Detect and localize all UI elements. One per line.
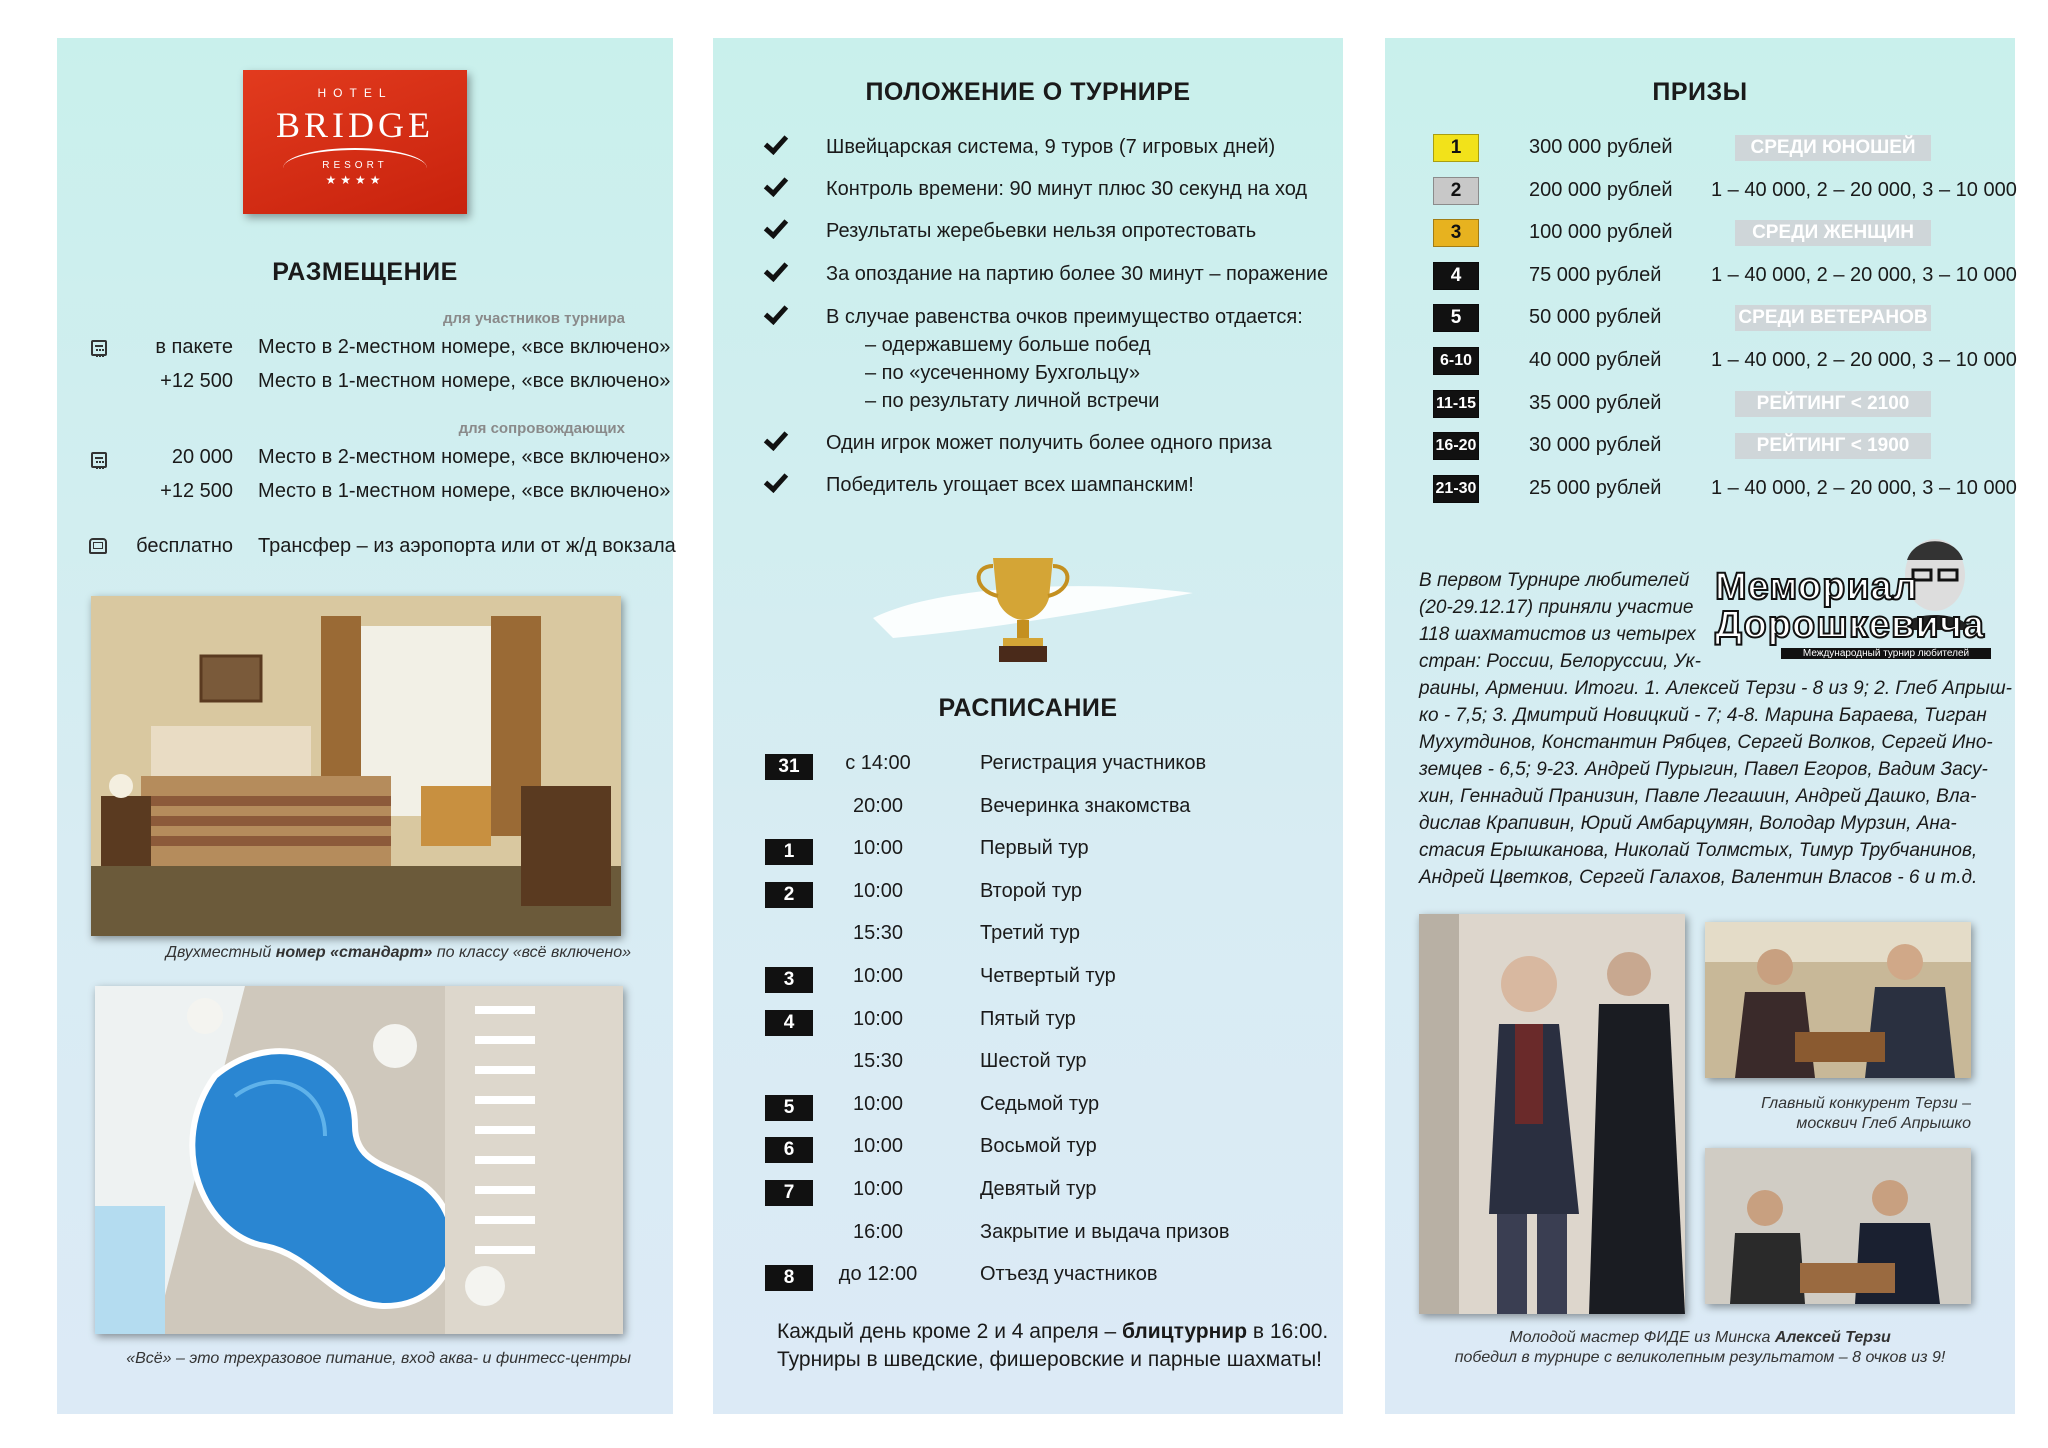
schedule-event: Первый тур	[980, 837, 1089, 859]
schedule-time: 10:00	[852, 1135, 904, 1157]
room-caption-bold: номер «стандарт»	[275, 944, 433, 961]
prize-amount: 75 000 рублей	[1529, 264, 1662, 286]
schedule-time: 10:00	[852, 965, 904, 987]
story-line: хин, Геннадий Пранизин, Павле Легашин, Андрей Дашко, Вла-	[1419, 786, 1977, 807]
bus-icon	[89, 538, 107, 554]
schedule-event: Вечеринка знакомства	[980, 795, 1191, 817]
prize-category-breakdown: 1 – 40 000, 2 – 20 000, 3 – 10 000	[1711, 477, 2017, 499]
photo-caption-right-1: Главный конкурент Терзи –	[1761, 1095, 1971, 1112]
transfer-price: бесплатно	[136, 535, 233, 557]
rule-item-5: В случае равенства очков преимущество отдается:	[826, 306, 1303, 328]
prize-amount: 25 000 рублей	[1529, 477, 1662, 499]
transfer-desc: Трансфер – из аэропорта или от ж/д вокзала	[258, 535, 676, 557]
schedule-time: 10:00	[852, 1178, 904, 1200]
room-caption-pre: Двухместный	[165, 944, 272, 961]
story-line: земцев - 6,5; 9-23. Андрей Пурыгин, Павел Егоров, Вадим Засу-	[1419, 759, 1988, 780]
schedule-event: Четвертый тур	[980, 965, 1116, 987]
tiebreak-3: – по результату личной встречи	[865, 390, 1160, 412]
schedule-day-badge: 3	[765, 967, 813, 993]
accommodation-panel	[57, 38, 676, 1414]
pool-illustration	[95, 986, 623, 1334]
prizes-title: ПРИЗЫ	[1652, 78, 1748, 106]
prize-amount: 30 000 рублей	[1529, 434, 1662, 456]
memorial-subtitle: Международный турнир любителей	[1781, 648, 1991, 659]
schedule-time: 10:00	[852, 880, 904, 902]
companions-desc-1: Место в 2-местном номере, «все включено»	[258, 446, 671, 468]
schedule-day-badge: 2	[765, 882, 813, 908]
story-line: ко - 7,5; 3. Дмитрий Новицкий - 7; 4-8. Марина Бараева, Тигран	[1419, 705, 1987, 726]
schedule-note-2: Турниры в шведские, фишеровские и парные шахматы!	[777, 1348, 1322, 1371]
rules-schedule-panel	[713, 38, 1343, 1414]
checkmark-icon	[764, 257, 788, 282]
trophy-icon	[853, 538, 1203, 668]
rule-item-4: За опоздание на партию более 30 минут – поражение	[826, 263, 1329, 285]
rule-item-3: Результаты жеребьевки нельзя опротестовать	[826, 220, 1257, 242]
room-caption	[166, 944, 631, 962]
schedule-event: Второй тур	[980, 880, 1082, 902]
prize-category-label: СРЕДИ ЮНОШЕЙ	[1735, 135, 1931, 161]
schedule-time: 16:00	[852, 1221, 904, 1243]
room-illustration	[91, 596, 621, 936]
prize-category-breakdown: 1 – 40 000, 2 – 20 000, 3 – 10 000	[1711, 264, 2017, 286]
schedule-title: РАСПИСАНИЕ	[938, 694, 1118, 722]
prize-place-badge: 2	[1433, 177, 1479, 205]
checkmark-icon	[764, 426, 788, 451]
checkmark-icon	[764, 468, 788, 493]
schedule-event: Седьмой тур	[980, 1093, 1100, 1115]
participants-price-1: в пакете	[155, 336, 233, 358]
memorial-line-2: Дорошкевича	[1715, 604, 1985, 646]
story-line: стран: России, Белоруссии, Ук-	[1419, 651, 1701, 672]
story-line: стасия Ерышканова, Николай Толмстых, Тимур Трубчанинов,	[1419, 840, 1978, 861]
schedule-time: до 12:00	[838, 1263, 918, 1285]
schedule-note-1-pre: Каждый день кроме 2 и 4 апреля –	[777, 1320, 1117, 1343]
rule-item-6: Один игрок может получить более одного приза	[826, 432, 1272, 454]
participants-subheading: для участников турнира	[442, 310, 625, 327]
photo-caption-right-2: москвич Глеб Апрышко	[1796, 1115, 1971, 1132]
participants-price-2: +12 500	[160, 370, 233, 392]
photo-caption-bottom-2: победил в турнире с великолепным результатом – 8 очков из 9!	[1454, 1349, 1946, 1366]
schedule-day-badge: 31	[765, 754, 813, 780]
prize-place-badge: 1	[1433, 134, 1479, 162]
terzi-illustration	[1419, 914, 1685, 1314]
schedule-event: Третий тур	[980, 922, 1081, 944]
photo-caption-bottom	[1385, 1328, 2015, 1368]
schedule-day-badge: 7	[765, 1180, 813, 1206]
prize-category-label: СРЕДИ ВЕТЕРАНОВ	[1735, 305, 1931, 331]
calendar-icon	[91, 452, 107, 468]
checkmark-icon	[764, 300, 788, 325]
schedule-note-1-post: в 16:00.	[1252, 1320, 1329, 1343]
prize-amount: 100 000 рублей	[1529, 221, 1673, 243]
calendar-icon	[91, 340, 107, 356]
checkmark-icon	[764, 172, 788, 197]
prize-category-breakdown: 1 – 40 000, 2 – 20 000, 3 – 10 000	[1711, 349, 2017, 371]
schedule-event: Восьмой тур	[980, 1135, 1097, 1157]
schedule-time: с 14:00	[845, 752, 911, 774]
logo-hotel-text: HOTEL	[317, 86, 393, 100]
logo-bridge-text: BRIDGE	[276, 105, 434, 145]
companions-desc-2: Место в 1-местном номере, «все включено»	[258, 480, 671, 502]
schedule-time: 10:00	[852, 1008, 904, 1030]
prize-place-badge: 4	[1433, 262, 1479, 290]
prize-category-label: РЕЙТИНГ < 1900	[1735, 433, 1931, 459]
schedule-day-badge: 5	[765, 1095, 813, 1121]
tiebreak-1: – одержавшему больше побед	[865, 334, 1151, 356]
photo-caption-bottom-1	[1385, 1328, 2015, 1348]
chess-illustration-2	[1705, 1148, 1971, 1304]
prize-place-badge: 5	[1433, 304, 1479, 332]
schedule-day-badge: 8	[765, 1265, 813, 1291]
rule-item-2: Контроль времени: 90 минут плюс 30 секунд на ход	[826, 178, 1308, 200]
schedule-event: Отъезд участников	[980, 1263, 1158, 1285]
schedule-time: 15:30	[852, 1050, 904, 1072]
prize-place-badge: 6-10	[1433, 347, 1479, 375]
story-line: Мухутдинов, Константин Рябцев, Сергей Волков, Сергей Ино-	[1419, 732, 1993, 753]
story-line: раины, Армении. Итоги. 1. Алексей Терзи - 8 из 9; 2. Глеб Апрыш-	[1419, 678, 2012, 699]
pool-caption: «Всё» – это трехразовое питание, вход аква- и финтесс-центры	[126, 1350, 631, 1367]
hotel-room-photo	[91, 596, 621, 936]
schedule-day-badge: 4	[765, 1010, 813, 1036]
prize-category-label: СРЕДИ ЖЕНЩИН	[1735, 220, 1931, 246]
terzi-photo	[1419, 914, 1685, 1314]
checkmark-icon	[764, 214, 788, 239]
companions-price-1: 20 000	[171, 446, 233, 468]
prize-amount: 35 000 рублей	[1529, 392, 1662, 414]
story-line: 118 шахматистов из четырех	[1419, 624, 1696, 645]
logo-arc	[283, 148, 427, 168]
schedule-event: Закрытие и выдача призов	[980, 1221, 1230, 1243]
schedule-day-badge: 1	[765, 839, 813, 865]
schedule-time: 10:00	[852, 837, 904, 859]
chess-game-photo-2	[1705, 1148, 1971, 1304]
prize-category-label: РЕЙТИНГ < 2100	[1735, 391, 1931, 417]
prize-amount: 40 000 рублей	[1529, 349, 1662, 371]
schedule-event: Пятый тур	[980, 1008, 1076, 1030]
memorial-logo	[1715, 530, 1995, 659]
schedule-time: 15:30	[852, 922, 904, 944]
companions-price-2: +12 500	[160, 480, 233, 502]
prize-place-badge: 3	[1433, 219, 1479, 247]
photo-caption-bottom-1-pre: Молодой мастер ФИДЕ из Минска	[1509, 1329, 1771, 1346]
prize-place-badge: 21-30	[1433, 475, 1479, 503]
rule-item-1: Швейцарская система, 9 туров (7 игровых дней)	[826, 136, 1276, 158]
schedule-day-badge: 6	[765, 1137, 813, 1163]
schedule-time: 10:00	[852, 1093, 904, 1115]
room-caption-post: по классу «всё включено»	[436, 944, 631, 961]
schedule-event: Регистрация участников	[980, 752, 1207, 774]
participants-desc-2: Место в 1-местном номере, «все включено»	[258, 370, 671, 392]
logo-stars: ★★★★	[325, 173, 385, 187]
photo-caption-bottom-1-bold: Алексей Терзи	[1774, 1329, 1891, 1346]
prize-place-badge: 16-20	[1433, 432, 1479, 460]
prize-amount: 50 000 рублей	[1529, 306, 1662, 328]
story-line: В первом Турнире любителей	[1419, 570, 1690, 591]
schedule-note-1-bold: блицтурнир	[1121, 1320, 1248, 1343]
tiebreak-2: – по «усеченному Бухгольцу»	[865, 362, 1140, 384]
checkmark-icon	[764, 130, 788, 155]
companions-subheading: для сопровождающих	[458, 420, 625, 437]
chess-illustration-1	[1705, 922, 1971, 1078]
chess-game-photo-1	[1705, 922, 1971, 1078]
memorial-line-1: Мемориал	[1715, 566, 1918, 608]
schedule-time: 20:00	[852, 795, 904, 817]
story-line: дислав Крапивин, Юрий Амбарцумян, Володар Мурзин, Ана-	[1419, 813, 1957, 834]
prize-amount: 300 000 рублей	[1529, 136, 1673, 158]
pool-aerial-photo	[95, 986, 623, 1334]
hotel-bridge-logo	[243, 70, 467, 214]
rules-title: ПОЛОЖЕНИЕ О ТУРНИРЕ	[865, 78, 1191, 106]
prizes-panel	[1385, 38, 2015, 1414]
accommodation-title: РАЗМЕЩЕНИЕ	[272, 258, 458, 286]
participants-desc-1: Место в 2-местном номере, «все включено»	[258, 336, 671, 358]
prize-place-badge: 11-15	[1433, 390, 1479, 418]
prize-amount: 200 000 рублей	[1529, 179, 1673, 201]
story-line: (20-29.12.17) приняли участие	[1419, 597, 1694, 618]
schedule-event: Девятый тур	[980, 1178, 1097, 1200]
photo-caption-right	[1761, 1094, 1971, 1134]
schedule-event: Шестой тур	[980, 1050, 1087, 1072]
logo-resort-text: RESORT	[322, 160, 388, 171]
story-line: Андрей Цветков, Сергей Галахов, Валентин Власов - 6 и т.д.	[1419, 867, 1978, 888]
schedule-note-1	[777, 1320, 1328, 1344]
prize-category-breakdown: 1 – 40 000, 2 – 20 000, 3 – 10 000	[1711, 179, 2017, 201]
rule-item-7: Победитель угощает всех шампанским!	[826, 474, 1194, 496]
